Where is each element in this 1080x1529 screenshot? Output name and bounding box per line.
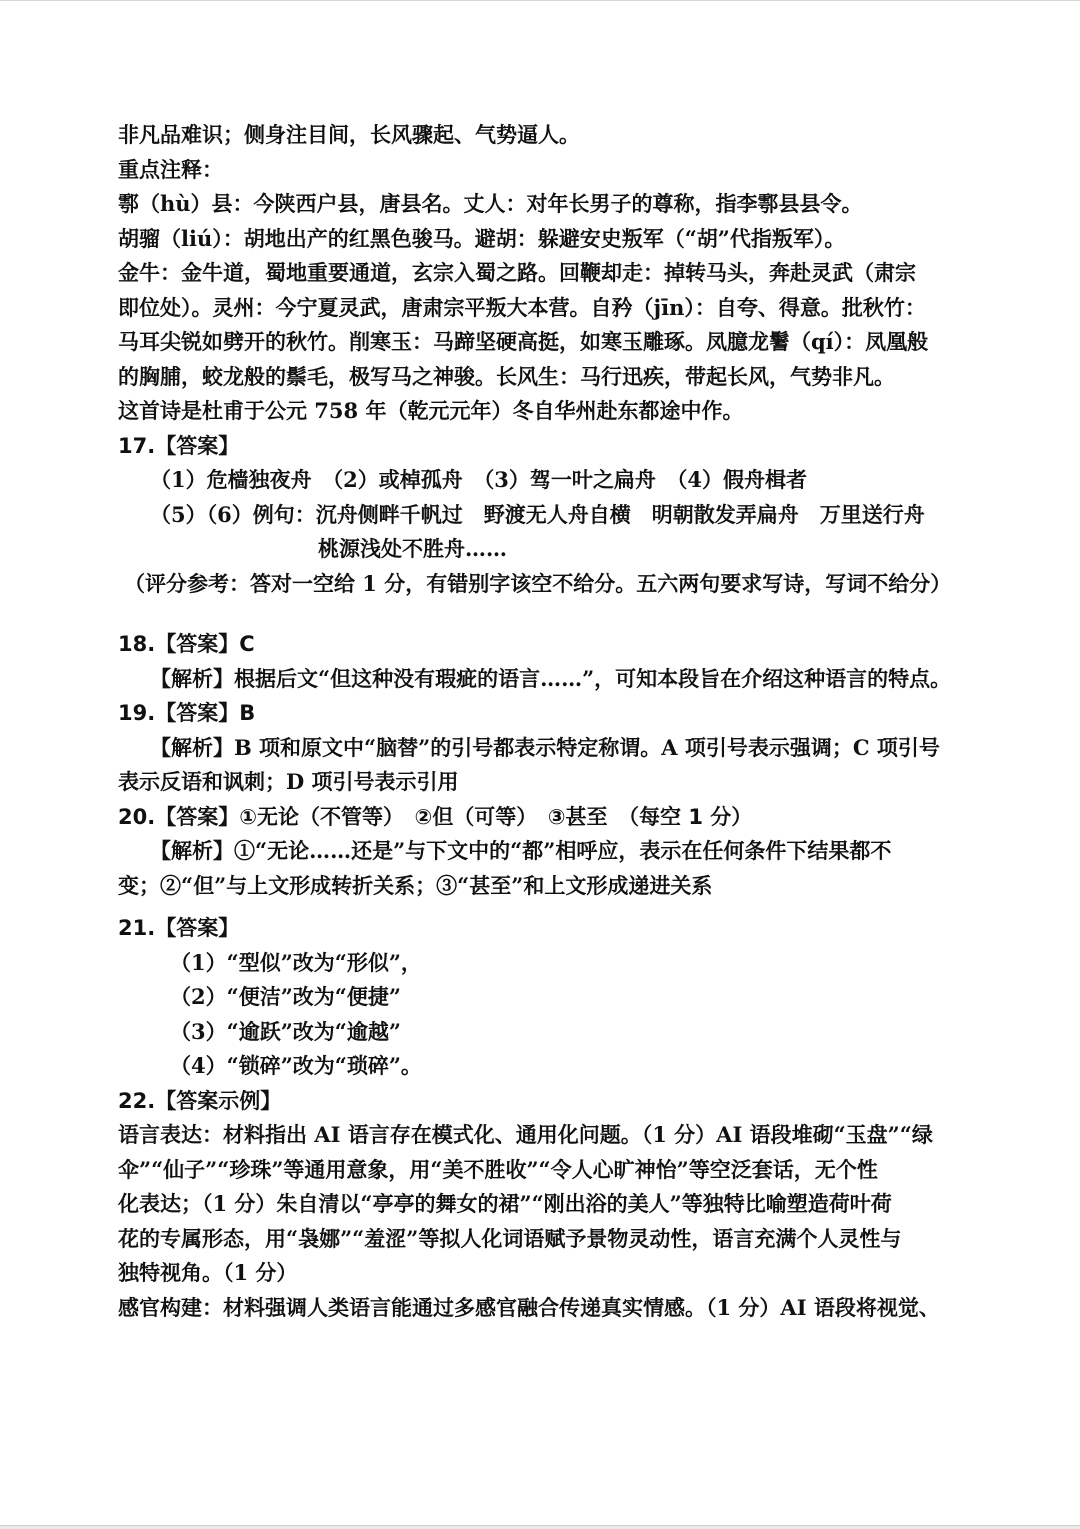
text-line: （1）危樯独夜舟 （2）或棹孤舟 （3）驾一叶之扁舟 （4）假舟楫者	[150, 467, 807, 492]
spacer	[118, 601, 966, 627]
text-line: （2）“便洁”改为“便捷”	[170, 984, 401, 1009]
text-line: （3）“逾跃”改为“逾越”	[170, 1018, 401, 1044]
answer-heading-19: 19.【答案】B	[118, 701, 256, 725]
text-line: 伞”“仙子”“珍珠”等通用意象，用“美不胜收”“令人心旷神怡”等空泛套话，无个性	[118, 1156, 878, 1182]
text-line: （4）“锁碎”改为“琐碎”。	[170, 1053, 422, 1078]
text-line: 花的专属形态，用“袅娜”“羞涩”等拟人化词语赋予景物灵动性，语言充满个人灵性与	[118, 1225, 902, 1251]
answer-heading-18: 18.【答案】C	[118, 632, 255, 656]
scoring-note: （评分参考：答对一空给 1 分，有错别字该空不给分。五六两句要求写诗，写词不给分）	[124, 570, 952, 596]
text-line: 马耳尖锐如劈开的秋竹。削寒玉：马蹄坚硬高挺，如寒玉雕琢。凤臆龙鬐（qí）：凤凰般	[118, 329, 929, 354]
explanation-line: 【解析】根据后文“但这种没有瑕疵的语言……”，可知本段旨在介绍这种语言的特点。	[150, 665, 952, 691]
spacer	[118, 903, 966, 911]
text-line: 感官构建：材料强调人类语言能通过多感官融合传递真实情感。（1 分）AI 语段将视觉、	[118, 1294, 940, 1320]
text-line: 金牛：金牛道，蜀地重要通道，玄宗入蜀之路。回鞭却走：掉转马头，奔赴灵武（肃宗	[118, 260, 916, 285]
answer-heading-20: 20.【答案】①无论（不管等） ②但（可等） ③甚至 （每空 1 分）	[118, 804, 753, 829]
text-line: 化表达；（1 分）朱自清以“亭亭的舞女的裙”“刚出浴的美人”等独特比喻塑造荷叶荷	[118, 1191, 892, 1216]
text-line: 胡骝（liú）：胡地出产的红黑色骏马。避胡：躲避安史叛军（“胡”代指叛军）。	[118, 225, 846, 251]
text-line: 这首诗是杜甫于公元 758 年（乾元元年）冬自华州赴东都途中作。	[118, 398, 744, 423]
document-body	[118, 118, 966, 1325]
answer-heading-17: 17.【答案】	[118, 433, 240, 458]
explanation-line: 变；②“但”与上文形成转折关系；③“甚至”和上文形成递进关系	[118, 872, 713, 898]
text-line: 桃源浅处不胜舟……	[318, 536, 507, 561]
text-line: 鄠（hù）县：今陕西户县，唐县名。丈人：对年长男子的尊称，指李鄠县县令。	[118, 191, 863, 216]
explanation-line: 表示反语和讽刺；D 项引号表示引用	[118, 769, 459, 794]
text-line: （5）（6）例句：沉舟侧畔千帆过 野渡无人舟自横 明朝散发弄扁舟 万里送行舟	[150, 501, 925, 527]
text-line: 即位处）。灵州：今宁夏灵武，唐肃宗平叛大本营。自矜（jīn）：自夸、得意。批秋竹：	[118, 294, 926, 320]
text-line: 的胸脯，蛟龙般的鬃毛，极写马之神骏。长风生：马行迅疾，带起长风，气势非凡。	[118, 363, 895, 389]
section-heading-notes: 重点注释：	[118, 156, 223, 182]
text-line: 独特视角。（1 分）	[118, 1260, 298, 1285]
text-line: 非凡品难识；侧身注目间，长风骤起、气势逼人。	[118, 122, 580, 147]
text-line: 语言表达：材料指出 AI 语言存在模式化、通用化问题。（1 分）AI 语段堆砌“玉盘”“绿	[118, 1122, 933, 1147]
explanation-line: 【解析】①“无论……还是”与下文中的“都”相呼应，表示在任何条件下结果都不	[150, 838, 892, 863]
answer-heading-21: 21.【答案】	[118, 916, 240, 940]
text-line: （1）“型似”改为“形似”，	[170, 949, 422, 975]
answer-heading-22: 22.【答案示例】	[118, 1088, 282, 1113]
explanation-line: 【解析】B 项和原文中“脑替”的引号都表示特定称谓。A 项引号表示强调；C 项引号	[150, 734, 940, 760]
